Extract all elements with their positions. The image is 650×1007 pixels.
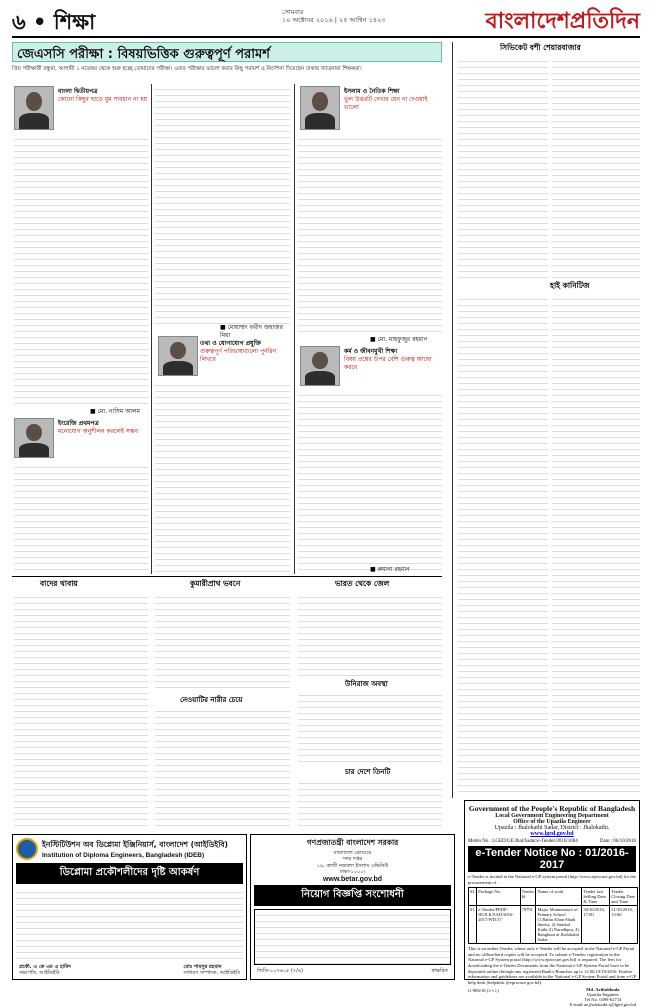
news-headline: চার দেশে তিনটি [345,768,391,776]
column-divider [151,84,152,574]
bangla-article-body [14,134,148,404]
news-body [155,706,290,828]
feature-banner [12,42,442,62]
ad-gov-city: ঢাকা-১০০০। [339,869,366,876]
feature-intro: প্রিয় পরীক্ষার্থী বন্ধুরা, আগামী ১ নভেম্বর থেকে শুরু হচ্ছে তোমাদের পরীক্ষা। এবার পরীক্ষায় ভালো করার কিছু পরামর্শ ও নির্দেশনা দিয়েছেন ঢাকার খ্যাতনামা শিক্ষকরা। [12,66,362,72]
right-article-body [458,294,548,794]
header-rule [12,36,640,38]
english-heading [58,420,150,436]
ideb-logo-icon [16,838,38,860]
tender-gov: Government of the People's Republic of Bangladesh [468,804,636,813]
tender-web-link[interactable]: www.lged.gov.bd [530,831,574,837]
ad-gov-sub: বাংলাদেশ রেলওয়ে [333,850,372,856]
english-byline: ■ মোহাম্মদ ফরীদ জহাজর মিয়া [220,324,283,339]
article-heading: ইসলাম ও নৈতিক শিক্ষা [344,88,400,95]
ad-gov-office: সদর দপ্তর [342,856,363,863]
news-body [298,778,442,828]
bangla-byline: ■ মো. নাসিম আলম [90,408,140,415]
article-subheading: ভুল উত্তরটি দেখার যেন না দেওয়াই ভালো [344,96,428,111]
ad-body [16,887,243,961]
article-heading: কর্ম ও জীবনমুখী শিক্ষা [344,348,398,355]
ad-org-name-en: Institution of Diploma Engineers, Bangladesh (IDEB) [42,851,205,859]
article-heading: তথ্য ও যোগাযোগ প্রযুক্তি [200,340,262,347]
islam-byline: ■ মো. মাহফুজুর রহমান [370,336,428,343]
ad-headline: ডিপ্লোমা প্রকৌশলীদের দৃষ্টি আকর্ষণ [16,863,243,884]
ad-signer: প্রকৌ. এ কে এম এ হামিদ সভাপতি, আইডিইবি [19,964,71,977]
bangla-heading [58,88,150,104]
diploma-engineers-ad [12,834,247,980]
column-divider [294,84,295,574]
section-title: ৬ • শিক্ষা [12,10,96,34]
career-byline: ■ রুমানা রহমান [370,566,410,573]
ad-table [254,909,451,965]
tender-memo: Memo No : LGED/UE/Jhal/Sadar/e-Tender/2016/1004 Date : 06/10/2016 [468,839,636,844]
tender-upazila: Upazila : Jhalokathi Sadar, District : Jhalokathi. [494,825,610,831]
date-full: ১০ অক্টোবর ২০১৬ | ২৫ আশ্বিন ১৪২৩ [282,16,386,24]
table-row: 01 e-Tender/PEDP-III/JLK/SAD/2016-2017/WD.57 79791 Major Maintenance of Primary School (1.Bahin Khan Shadi Smrity, 2) Samkal Kathi-3) Naradhpur, 4) Bangkura at Jhalokathi Sadar. 30/10/2016, 17:00 31/10/2016, 13:00 [469,906,638,944]
career-heading [344,348,440,372]
news-headline: উনিরাজ অবস্থা [345,680,388,688]
islam-article-body [298,134,442,334]
tender-signer-block: Md. Arifuddoula Upazila Engineer Tel No. 0498-62714 E-mail:ue.jhalokathi.s@lged.gov.bd [569,987,636,1007]
news-headline: নেওয়াটির নারীর চেয়ে [180,696,243,704]
author-photo [300,346,340,386]
news-body [298,690,442,766]
newspaper-logo: বাংলাদেশপ্রতিদিন [485,8,640,34]
article-subheading: কোনো কিছুর ছাড়ে ধুম সাবধান না হয় [58,96,147,103]
government-recruitment-ad [250,834,455,980]
article-subheading: মনোযোগ অনুশীলন করলেই সম্ভব [58,428,138,435]
ad-headline: নিয়োগ বিজ্ঞপ্তি সংশোধনী [254,885,451,906]
table-header-row: SL Package No. Tender Id Name of work Tender last Selling Date & Time Tender Closing Date and Time [469,888,638,906]
article-subheading: গুরুত্বপূর্ণ পরিভাষাগুলো পুর্নরিন লিখবে [200,348,277,363]
tender-code: G-986/16 (৫৭২) [468,988,499,994]
english-article-continued [155,84,290,324]
ad-gov-address: ১৯, কাজী নজরুল ইসলাম এভিনিউ [316,862,389,869]
page-header [12,6,640,36]
article-heading: ইংরেজি প্রথমপত্র [58,420,99,427]
author-photo [300,86,340,130]
feature-title: জেএসসি পরীক্ষা : বিষয়ভিত্তিক গুরুত্বপূর্ণ পরামর্শ [17,47,270,62]
right-column-heading: সিভিকেট বশী শেয়ারবাজার [500,43,581,52]
ad-signer: মোঃ শামসুর রহমান সাধারণ সম্পাদক, আইডিইবি [183,964,240,977]
right-column-heading: হাই কানিটিজ [550,281,590,290]
right-article-body [552,56,640,278]
section-rule [12,576,442,577]
ad-code: জিডি-১০৭৬১৫ (৭/৬) [257,967,303,974]
issue-date [282,8,386,24]
right-article-body [458,56,548,278]
news-headline: বাদের থাবায় [40,579,78,588]
ad-signer: স্বাক্ষরিত [431,967,448,974]
news-headline: কুমারীপ্রাথ ভবনে [190,579,241,588]
article-heading: বাংলা দ্বিতীয়পত্র [58,88,98,95]
ict-article-body [155,380,290,572]
e-tender-notice [464,800,640,1007]
news-body [298,592,442,678]
ad-org-name: ইনস্টিটিউশন অব ডিপ্লোমা ইঞ্জিনিয়ার্স, বাংলাদেশ (আইডিইবি) [42,839,228,849]
news-body [155,592,290,692]
career-article-body [298,390,442,570]
tender-office: Office of the Upazila Engineer [513,819,591,825]
ad-gov-title: গণপ্রজাতন্ত্রী বাংলাদেশ সরকার [306,838,399,847]
right-article-body [552,294,640,794]
news-headline: ভারত থেকে জেল [335,579,390,588]
date-weekday: সোমবার [282,8,304,16]
ad-gov-web-link[interactable]: www.betar.gov.bd [322,875,383,883]
islam-heading [344,88,440,112]
author-photo [14,86,54,130]
ict-heading [200,340,292,364]
author-photo [158,336,198,376]
tender-dept: Local Government Engineering Department [495,813,609,819]
tender-body: This is an online Tender, where only e-Tender will be accepted in the National e-GP Portal and no offline/hard copies will be accepted. To submit e-Tender, registration in the National e-GP System portal (http://www.eprocure.gov.bd) is required. The fees for downloading the e-Tender Documents from the National e-GP System Portal have to be deposited online through any registered Bank's Branches up to 12.00.10/10/2016. Further information and guidelines are available in the National e-GP System Portal and from e-GP help desk (helpdesk @eprocure.gov.bd). [468,946,636,985]
author-photo [14,418,54,458]
article-subheading: বিষয় প্রশ্নের উপর বেশি গুরুত্ব আছো করবে [344,356,432,371]
tender-intro: e-Tender is invited in the National e-GP system portal (http://www.eprocure.gov.bd) for the procurement of : [468,874,636,885]
tender-table [468,887,638,944]
english-article-body [14,462,148,572]
news-body [14,592,148,828]
column-divider [452,42,453,798]
tender-notice-title: e-Tender Notice No : 01/2016-2017 [468,846,636,872]
